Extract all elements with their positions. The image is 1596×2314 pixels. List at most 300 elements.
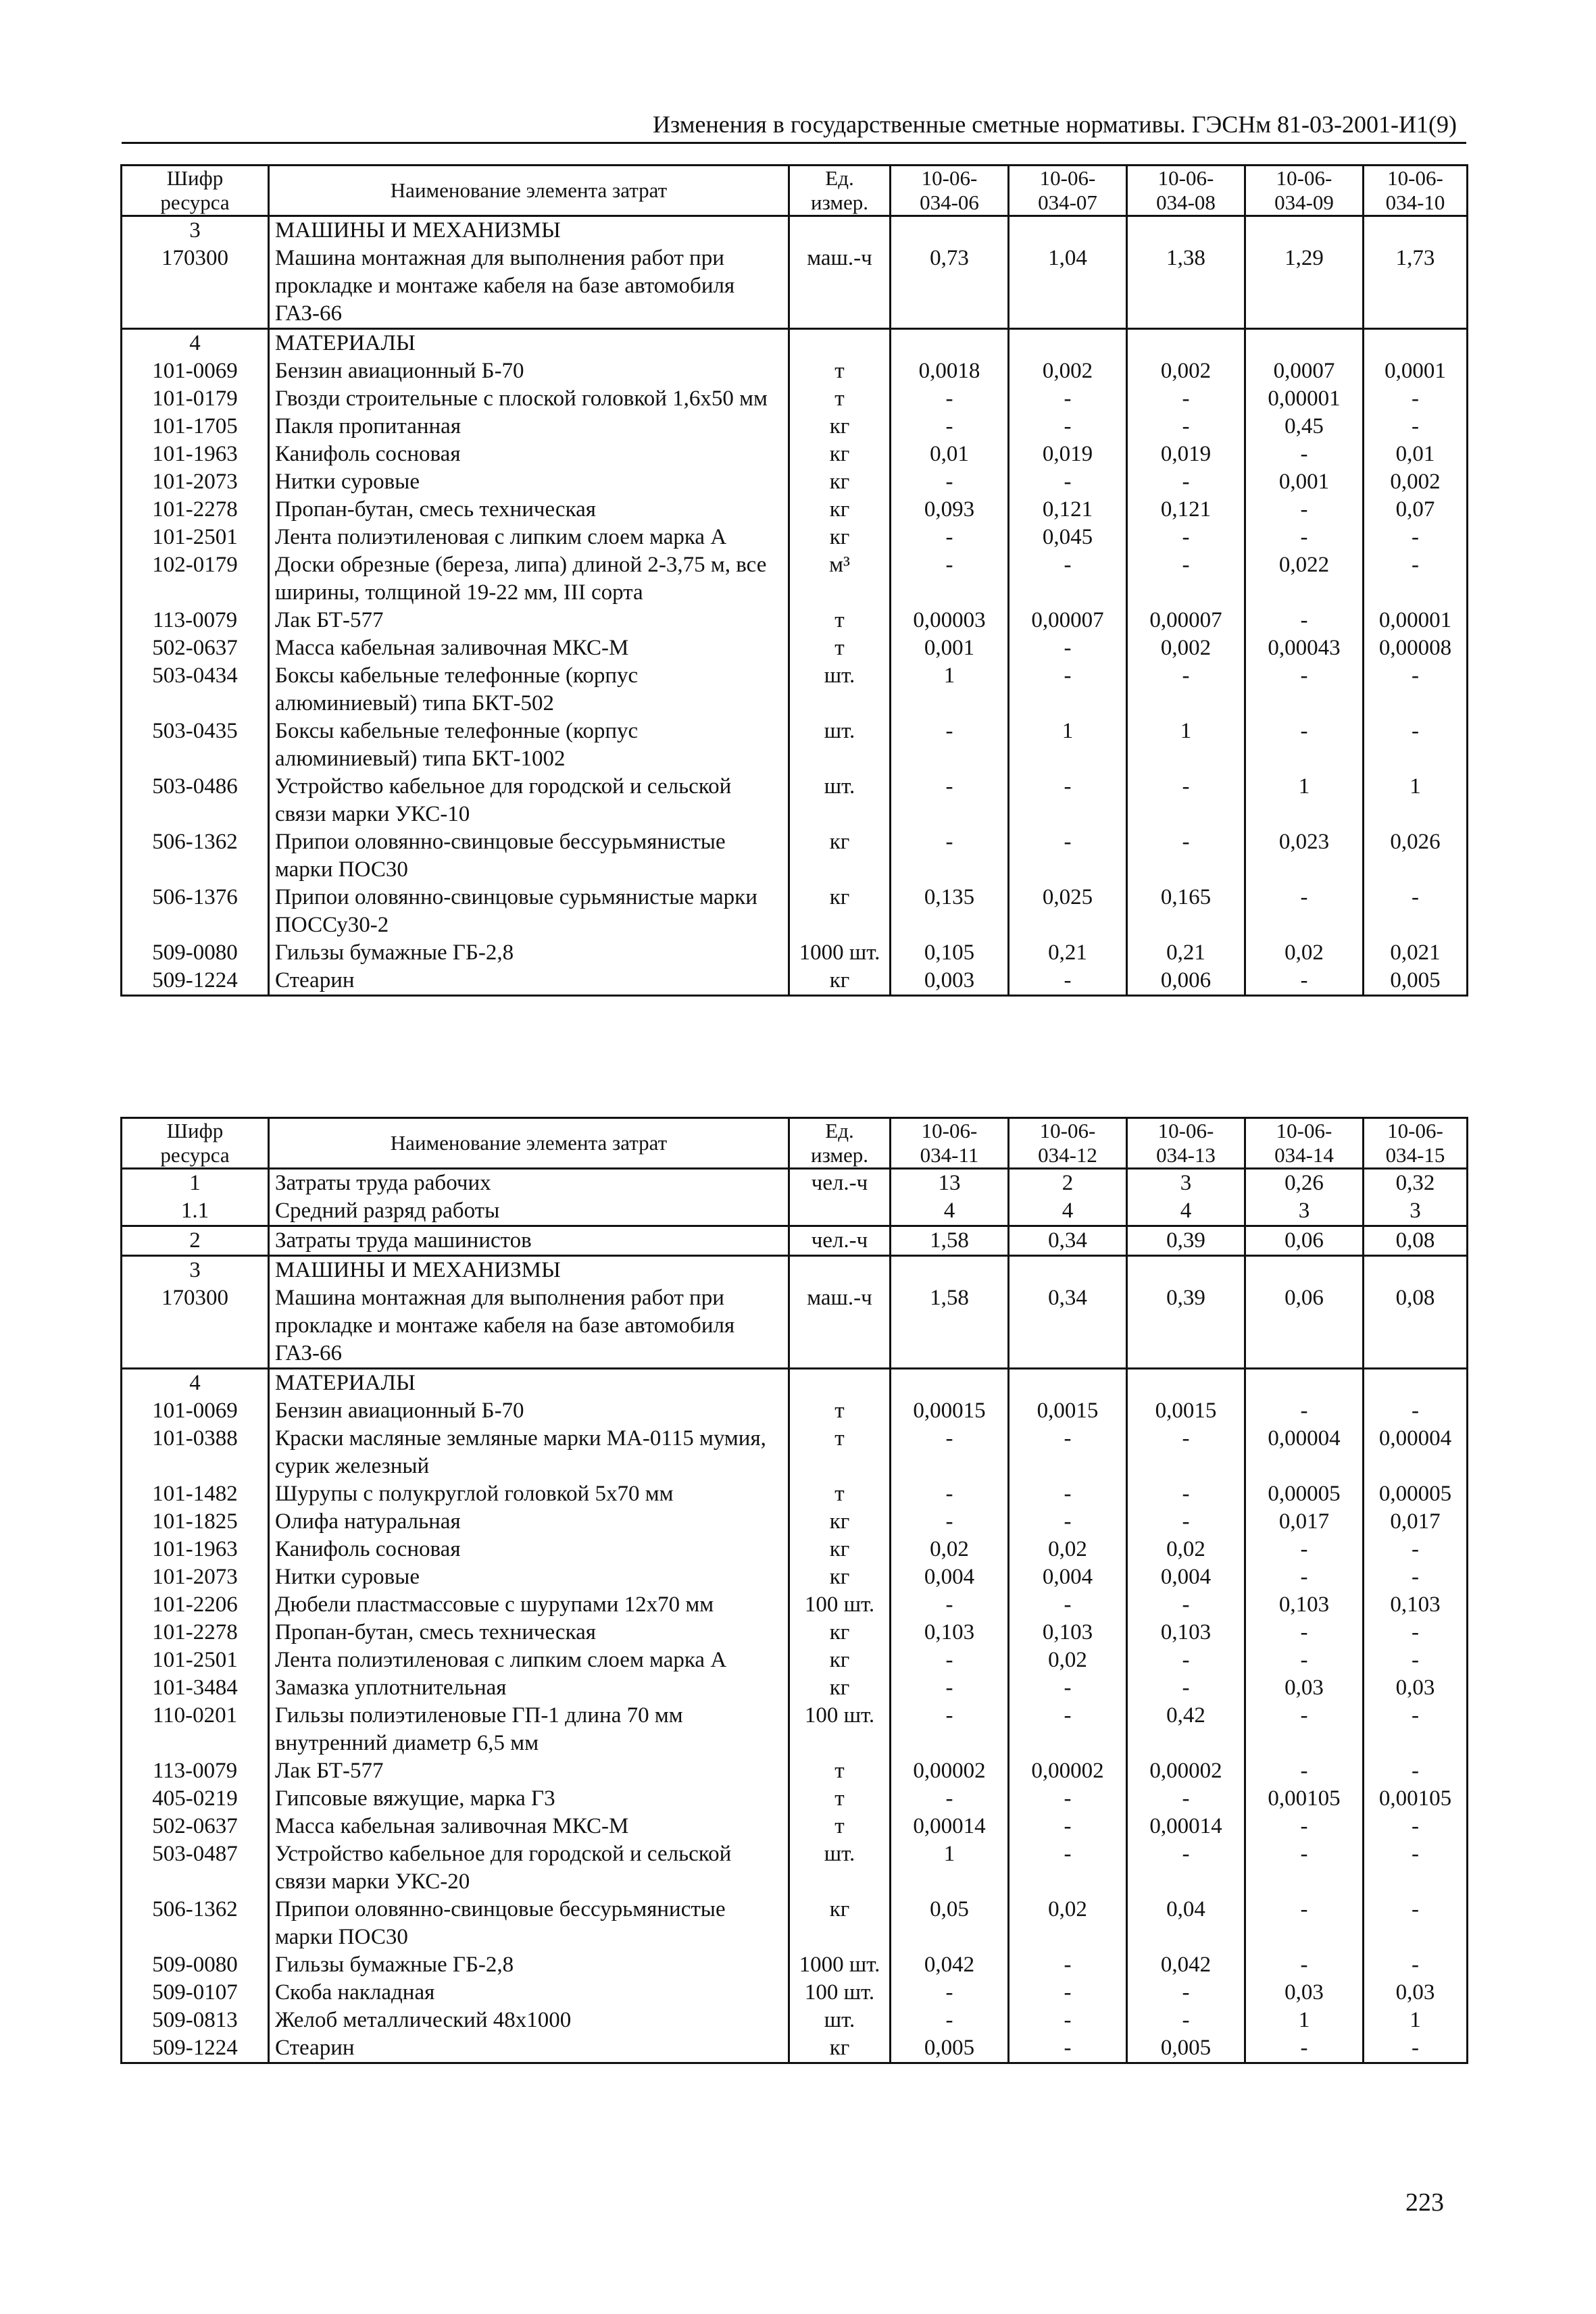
resource-name: Гвозди строительные с плоской головкой 1,6х50 мм bbox=[269, 385, 789, 413]
value-cell bbox=[1364, 329, 1468, 358]
value-cell: 0,005 bbox=[891, 2034, 1009, 2063]
resource-code: 170300 bbox=[122, 245, 269, 329]
resource-name: Стеарин bbox=[269, 2034, 789, 2063]
unit-cell: кг bbox=[789, 468, 891, 496]
resource-code: 503-0434 bbox=[122, 662, 269, 718]
value-cell: 4 bbox=[1127, 1197, 1245, 1226]
value-cell: 0,001 bbox=[891, 634, 1009, 662]
value-cell: - bbox=[1364, 524, 1468, 551]
table-row bbox=[122, 1591, 1468, 1619]
unit-cell bbox=[789, 329, 891, 358]
resource-code: 405-0219 bbox=[122, 1785, 269, 1813]
value-cell: 4 bbox=[891, 1197, 1009, 1226]
unit-cell: 1000 шт. bbox=[789, 939, 891, 967]
table-row bbox=[122, 1619, 1468, 1646]
table-row bbox=[122, 524, 1468, 551]
resource-code: 101-1963 bbox=[122, 1536, 269, 1563]
resource-name: Боксы кабельные телефонные (корпус алюминиевый) типа БКТ-1002 bbox=[269, 718, 789, 773]
table-row bbox=[122, 1284, 1468, 1369]
value-cell: - bbox=[1245, 1536, 1364, 1563]
unit-cell: кг bbox=[789, 828, 891, 884]
resource-code: 102-0179 bbox=[122, 551, 269, 607]
value-cell: - bbox=[1127, 773, 1245, 828]
resource-name: Средний разряд работы bbox=[269, 1197, 789, 1226]
table-row bbox=[122, 1646, 1468, 1674]
resource-code: 2 bbox=[122, 1226, 269, 1256]
table-header-row bbox=[122, 166, 1468, 216]
value-cell: 0,042 bbox=[891, 1951, 1009, 1979]
value-cell: - bbox=[891, 1785, 1009, 1813]
value-cell bbox=[891, 216, 1009, 245]
unit-cell: 1000 шт. bbox=[789, 1951, 891, 1979]
value-cell: 0,42 bbox=[1127, 1702, 1245, 1757]
value-cell: - bbox=[891, 385, 1009, 413]
unit-cell: т bbox=[789, 1757, 891, 1785]
value-cell: 0,004 bbox=[891, 1563, 1009, 1591]
table-row bbox=[122, 1813, 1468, 1840]
value-cell: - bbox=[1245, 1813, 1364, 1840]
value-cell bbox=[1009, 1256, 1127, 1285]
value-cell: 0,103 bbox=[1009, 1619, 1127, 1646]
table-row bbox=[122, 662, 1468, 718]
resource-name: Припои оловянно-свинцовые бессурьмянистые марки ПОС30 bbox=[269, 1896, 789, 1951]
resource-code: 101-1482 bbox=[122, 1480, 269, 1508]
value-cell: 4 bbox=[1009, 1197, 1127, 1226]
unit-cell: кг bbox=[789, 2034, 891, 2063]
value-cell: - bbox=[1364, 1619, 1468, 1646]
resource-code: 101-0069 bbox=[122, 1397, 269, 1425]
resource-code: 113-0079 bbox=[122, 1757, 269, 1785]
value-cell: 0,02 bbox=[891, 1536, 1009, 1563]
unit-cell: кг bbox=[789, 496, 891, 524]
value-cell bbox=[1245, 329, 1364, 358]
table-row bbox=[122, 773, 1468, 828]
value-cell bbox=[1009, 329, 1127, 358]
table-row bbox=[122, 1702, 1468, 1757]
value-cell: 0,00002 bbox=[1009, 1757, 1127, 1785]
value-cell: 0,135 bbox=[891, 884, 1009, 939]
value-cell bbox=[1364, 1256, 1468, 1285]
resource-code: 502-0637 bbox=[122, 1813, 269, 1840]
value-cell: - bbox=[1127, 1508, 1245, 1536]
value-cell: - bbox=[891, 1425, 1009, 1480]
resource-code: 1 bbox=[122, 1169, 269, 1198]
resource-code: 101-2073 bbox=[122, 1563, 269, 1591]
resource-name: МАШИНЫ И МЕХАНИЗМЫ bbox=[269, 1256, 789, 1285]
value-cell: 0,103 bbox=[1364, 1591, 1468, 1619]
resource-name: Устройство кабельное для городской и сельской связи марки УКС-20 bbox=[269, 1840, 789, 1896]
value-cell: 1 bbox=[1245, 2007, 1364, 2034]
value-cell: 0,121 bbox=[1127, 496, 1245, 524]
unit-cell: т bbox=[789, 1813, 891, 1840]
value-cell: 0,03 bbox=[1364, 1979, 1468, 2007]
value-cell: - bbox=[1245, 1619, 1364, 1646]
value-cell: - bbox=[891, 551, 1009, 607]
value-cell: - bbox=[1127, 413, 1245, 441]
value-cell: - bbox=[1364, 385, 1468, 413]
value-cell: - bbox=[1364, 1896, 1468, 1951]
value-cell: - bbox=[1364, 1563, 1468, 1591]
value-cell: - bbox=[1364, 413, 1468, 441]
value-cell: 0,00005 bbox=[1364, 1480, 1468, 1508]
section-row bbox=[122, 216, 1468, 245]
resource-name: Гильзы бумажные ГБ-2,8 bbox=[269, 939, 789, 967]
unit-cell: кг bbox=[789, 413, 891, 441]
value-cell: - bbox=[1127, 662, 1245, 718]
value-cell: 0,00014 bbox=[1127, 1813, 1245, 1840]
value-cell: 0,019 bbox=[1009, 441, 1127, 468]
resource-name: Лак БТ-577 bbox=[269, 607, 789, 634]
value-cell: 0,00105 bbox=[1364, 1785, 1468, 1813]
unit-cell: кг bbox=[789, 967, 891, 996]
resource-name: Затраты труда рабочих bbox=[269, 1169, 789, 1198]
table-row bbox=[122, 551, 1468, 607]
resource-code: 503-0486 bbox=[122, 773, 269, 828]
value-cell: - bbox=[1245, 1896, 1364, 1951]
value-cell: 0,02 bbox=[1009, 1646, 1127, 1674]
value-cell: - bbox=[1245, 1563, 1364, 1591]
unit-cell: шт. bbox=[789, 773, 891, 828]
table-header-row bbox=[122, 1118, 1468, 1169]
value-cell: - bbox=[1245, 884, 1364, 939]
value-cell: 1 bbox=[891, 1840, 1009, 1896]
resource-name: Канифоль сосновая bbox=[269, 1536, 789, 1563]
value-cell: - bbox=[1127, 551, 1245, 607]
value-cell: - bbox=[1364, 718, 1468, 773]
value-cell: 0,03 bbox=[1364, 1674, 1468, 1702]
value-cell: 0,00105 bbox=[1245, 1785, 1364, 1813]
resource-name: МАТЕРИАЛЫ bbox=[269, 1369, 789, 1398]
value-cell: 1,38 bbox=[1127, 245, 1245, 329]
unit-cell: кг bbox=[789, 1619, 891, 1646]
value-cell: - bbox=[1127, 1646, 1245, 1674]
table-row bbox=[122, 441, 1468, 468]
value-cell: 1 bbox=[1364, 773, 1468, 828]
resource-code: 4 bbox=[122, 329, 269, 358]
table-row bbox=[122, 468, 1468, 496]
resource-name: Боксы кабельные телефонные (корпус алюминиевый) типа БКТ-502 bbox=[269, 662, 789, 718]
section-row bbox=[122, 329, 1468, 358]
value-cell: 0,019 bbox=[1127, 441, 1245, 468]
value-cell: 1,73 bbox=[1364, 245, 1468, 329]
resource-code: 101-2278 bbox=[122, 1619, 269, 1646]
resource-name: Шурупы с полукруглой головкой 5х70 мм bbox=[269, 1480, 789, 1508]
value-cell: - bbox=[1127, 828, 1245, 884]
resource-code: 101-1963 bbox=[122, 441, 269, 468]
unit-cell: шт. bbox=[789, 2007, 891, 2034]
value-cell: 0,39 bbox=[1127, 1284, 1245, 1369]
table-row bbox=[122, 634, 1468, 662]
resource-code: 503-0435 bbox=[122, 718, 269, 773]
resource-name: Бензин авиационный Б-70 bbox=[269, 1397, 789, 1425]
resource-code: 4 bbox=[122, 1369, 269, 1398]
table-row bbox=[122, 939, 1468, 967]
value-cell: - bbox=[891, 1480, 1009, 1508]
resource-code: 509-0080 bbox=[122, 1951, 269, 1979]
resource-name: Лента полиэтиленовая с липким слоем марка А bbox=[269, 524, 789, 551]
value-cell: - bbox=[1245, 1840, 1364, 1896]
value-cell: 1,58 bbox=[891, 1226, 1009, 1256]
resource-code: 101-1825 bbox=[122, 1508, 269, 1536]
header-col-4: 10-06- 034-09 bbox=[1245, 166, 1364, 216]
section-row bbox=[122, 1256, 1468, 1285]
value-cell: - bbox=[1127, 1840, 1245, 1896]
unit-cell: кг bbox=[789, 1674, 891, 1702]
resource-name: Припои оловянно-свинцовые бессурьмянистые марки ПОС30 bbox=[269, 828, 789, 884]
resource-name: Устройство кабельное для городской и сельской связи марки УКС-10 bbox=[269, 773, 789, 828]
value-cell: - bbox=[1009, 1702, 1127, 1757]
table-row bbox=[122, 1674, 1468, 1702]
resource-name: Доски обрезные (береза, липа) длиной 2-3,75 м, все ширины, толщиной 19-22 мм, III сорта bbox=[269, 551, 789, 607]
value-cell: - bbox=[1009, 967, 1127, 996]
resource-code: 509-0080 bbox=[122, 939, 269, 967]
value-cell: - bbox=[1009, 1840, 1127, 1896]
header-unit: Ед. измер. bbox=[789, 1118, 891, 1169]
value-cell: - bbox=[1009, 828, 1127, 884]
value-cell: 1 bbox=[1364, 2007, 1468, 2034]
value-cell: 0,005 bbox=[1364, 967, 1468, 996]
value-cell: - bbox=[891, 1508, 1009, 1536]
table-row bbox=[122, 1840, 1468, 1896]
resource-name: Пропан-бутан, смесь техническая bbox=[269, 1619, 789, 1646]
table-row bbox=[122, 1951, 1468, 1979]
value-cell: 0,103 bbox=[891, 1619, 1009, 1646]
value-cell: 0,00007 bbox=[1009, 607, 1127, 634]
unit-cell: кг bbox=[789, 1536, 891, 1563]
value-cell: - bbox=[1245, 2034, 1364, 2063]
value-cell: - bbox=[891, 718, 1009, 773]
value-cell: - bbox=[1127, 1674, 1245, 1702]
value-cell: - bbox=[1127, 524, 1245, 551]
value-cell: - bbox=[891, 2007, 1009, 2034]
table-row bbox=[122, 357, 1468, 385]
table-row bbox=[122, 496, 1468, 524]
value-cell: 0,00003 bbox=[891, 607, 1009, 634]
value-cell: 0,34 bbox=[1009, 1284, 1127, 1369]
value-cell: 0,042 bbox=[1127, 1951, 1245, 1979]
unit-cell: т bbox=[789, 1425, 891, 1480]
value-cell: 0,05 bbox=[891, 1896, 1009, 1951]
header-col-3: 10-06- 034-08 bbox=[1127, 166, 1245, 216]
value-cell: 0,39 bbox=[1127, 1226, 1245, 1256]
table-body-1 bbox=[122, 216, 1468, 996]
header-name: Наименование элемента затрат bbox=[269, 1118, 789, 1169]
value-cell: 0,00007 bbox=[1127, 607, 1245, 634]
value-cell: 1 bbox=[1245, 773, 1364, 828]
value-cell: 3 bbox=[1364, 1197, 1468, 1226]
unit-cell: т bbox=[789, 1397, 891, 1425]
value-cell: 0,01 bbox=[891, 441, 1009, 468]
value-cell: 0,07 bbox=[1364, 496, 1468, 524]
value-cell: 0,002 bbox=[1127, 357, 1245, 385]
header-code: Шифр ресурса bbox=[122, 1118, 269, 1169]
resource-code: 101-2278 bbox=[122, 496, 269, 524]
resource-code: 509-1224 bbox=[122, 2034, 269, 2063]
resource-table-2 bbox=[120, 1117, 1468, 2064]
document-title: Изменения в государственные сметные нормативы. ГЭСНм 81-03-2001-И1(9) bbox=[653, 111, 1457, 138]
value-cell: 0,04 bbox=[1127, 1896, 1245, 1951]
unit-cell: кг bbox=[789, 1563, 891, 1591]
resource-table-1 bbox=[120, 164, 1468, 997]
value-cell: 0,121 bbox=[1009, 496, 1127, 524]
value-cell: - bbox=[1245, 524, 1364, 551]
section-row bbox=[122, 1169, 1468, 1198]
value-cell bbox=[1245, 216, 1364, 245]
value-cell: 0,045 bbox=[1009, 524, 1127, 551]
unit-cell bbox=[789, 216, 891, 245]
page-header bbox=[122, 108, 1466, 144]
table-row bbox=[122, 607, 1468, 634]
value-cell: 0,21 bbox=[1127, 939, 1245, 967]
unit-cell: т bbox=[789, 1480, 891, 1508]
resource-code: 509-0107 bbox=[122, 1979, 269, 2007]
value-cell bbox=[1245, 1256, 1364, 1285]
resource-name: Машина монтажная для выполнения работ при прокладке и монтаже кабеля на базе автомобиля ГАЗ-66 bbox=[269, 1284, 789, 1369]
resource-name: Дюбели пластмассовые с шурупами 12х70 мм bbox=[269, 1591, 789, 1619]
value-cell: 0,02 bbox=[1009, 1896, 1127, 1951]
value-cell bbox=[891, 329, 1009, 358]
header-code: Шифр ресурса bbox=[122, 166, 269, 216]
value-cell: - bbox=[1245, 1646, 1364, 1674]
value-cell: 0,02 bbox=[1127, 1536, 1245, 1563]
unit-cell: шт. bbox=[789, 1840, 891, 1896]
value-cell: 0,02 bbox=[1245, 939, 1364, 967]
resource-code: 509-1224 bbox=[122, 967, 269, 996]
unit-cell bbox=[789, 1197, 891, 1226]
value-cell: 3 bbox=[1127, 1169, 1245, 1198]
unit-cell: кг bbox=[789, 1896, 891, 1951]
unit-cell: т bbox=[789, 1785, 891, 1813]
resource-code: 101-2073 bbox=[122, 468, 269, 496]
value-cell: 0,006 bbox=[1127, 967, 1245, 996]
value-cell: 0,0015 bbox=[1009, 1397, 1127, 1425]
value-cell: - bbox=[1245, 496, 1364, 524]
resource-code: 509-0813 bbox=[122, 2007, 269, 2034]
value-cell: - bbox=[1009, 385, 1127, 413]
value-cell: - bbox=[1127, 1425, 1245, 1480]
header-col-1: 10-06- 034-06 bbox=[891, 166, 1009, 216]
value-cell: 0,022 bbox=[1245, 551, 1364, 607]
resource-name: Припои оловянно-свинцовые сурьмянистые марки ПОССу30-2 bbox=[269, 884, 789, 939]
value-cell: - bbox=[1009, 1480, 1127, 1508]
value-cell: 0,00008 bbox=[1364, 634, 1468, 662]
resource-code: 101-3484 bbox=[122, 1674, 269, 1702]
value-cell bbox=[1127, 1369, 1245, 1398]
value-cell: - bbox=[1245, 441, 1364, 468]
resource-code: 110-0201 bbox=[122, 1702, 269, 1757]
resource-code: 1.1 bbox=[122, 1197, 269, 1226]
resource-name: Бензин авиационный Б-70 bbox=[269, 357, 789, 385]
value-cell: - bbox=[1127, 1591, 1245, 1619]
value-cell: - bbox=[1009, 1785, 1127, 1813]
resource-name: Нитки суровые bbox=[269, 1563, 789, 1591]
table-row bbox=[122, 1397, 1468, 1425]
value-cell: - bbox=[1127, 1979, 1245, 2007]
value-cell: - bbox=[1364, 1813, 1468, 1840]
resource-name: Машина монтажная для выполнения работ при прокладке и монтаже кабеля на базе автомобиля ГАЗ-66 bbox=[269, 245, 789, 329]
value-cell: 0,023 bbox=[1245, 828, 1364, 884]
value-cell: 0,103 bbox=[1127, 1619, 1245, 1646]
resource-name: Масса кабельная заливочная МКС-М bbox=[269, 634, 789, 662]
value-cell: 0,00043 bbox=[1245, 634, 1364, 662]
table-row bbox=[122, 967, 1468, 996]
value-cell: 0,004 bbox=[1127, 1563, 1245, 1591]
value-cell: 1,58 bbox=[891, 1284, 1009, 1369]
section-row bbox=[122, 1226, 1468, 1256]
value-cell: - bbox=[1009, 1674, 1127, 1702]
value-cell: 0,00002 bbox=[891, 1757, 1009, 1785]
value-cell: - bbox=[1009, 1425, 1127, 1480]
value-cell: - bbox=[1245, 662, 1364, 718]
resource-code: 101-2206 bbox=[122, 1591, 269, 1619]
resource-name: Лак БТ-577 bbox=[269, 1757, 789, 1785]
resource-name: Гильзы полиэтиленовые ГП-1 длина 70 мм внутренний диаметр 6,5 мм bbox=[269, 1702, 789, 1757]
resource-name: Канифоль сосновая bbox=[269, 441, 789, 468]
unit-cell: т bbox=[789, 634, 891, 662]
value-cell: 0,08 bbox=[1364, 1226, 1468, 1256]
resource-name: Пакля пропитанная bbox=[269, 413, 789, 441]
header-col-2: 10-06- 034-12 bbox=[1009, 1118, 1127, 1169]
table-row bbox=[122, 2007, 1468, 2034]
resource-name: Замазка уплотнительная bbox=[269, 1674, 789, 1702]
value-cell: - bbox=[1009, 1979, 1127, 2007]
resource-name: Масса кабельная заливочная МКС-М bbox=[269, 1813, 789, 1840]
value-cell: - bbox=[1364, 662, 1468, 718]
value-cell: - bbox=[1245, 1397, 1364, 1425]
resource-code: 3 bbox=[122, 1256, 269, 1285]
resource-name: Стеарин bbox=[269, 967, 789, 996]
header-col-3: 10-06- 034-13 bbox=[1127, 1118, 1245, 1169]
resource-code: 101-0069 bbox=[122, 357, 269, 385]
resource-name: Пропан-бутан, смесь техническая bbox=[269, 496, 789, 524]
unit-cell: т bbox=[789, 607, 891, 634]
value-cell: 1,29 bbox=[1245, 245, 1364, 329]
unit-cell: кг bbox=[789, 884, 891, 939]
value-cell: 0,73 bbox=[891, 245, 1009, 329]
resource-code: 506-1376 bbox=[122, 884, 269, 939]
value-cell: - bbox=[1245, 1951, 1364, 1979]
value-cell: - bbox=[1009, 634, 1127, 662]
value-cell: 13 bbox=[891, 1169, 1009, 1198]
resource-code: 503-0487 bbox=[122, 1840, 269, 1896]
value-cell: - bbox=[1009, 468, 1127, 496]
value-cell: 0,017 bbox=[1364, 1508, 1468, 1536]
unit-cell: кг bbox=[789, 524, 891, 551]
unit-cell: 100 шт. bbox=[789, 1591, 891, 1619]
value-cell: - bbox=[1009, 1813, 1127, 1840]
header-unit: Ед. измер. bbox=[789, 166, 891, 216]
unit-cell: т bbox=[789, 357, 891, 385]
table-row bbox=[122, 2034, 1468, 2063]
value-cell: - bbox=[891, 524, 1009, 551]
value-cell: - bbox=[1364, 884, 1468, 939]
value-cell: - bbox=[1364, 551, 1468, 607]
value-cell: 0,017 bbox=[1245, 1508, 1364, 1536]
value-cell: - bbox=[891, 1646, 1009, 1674]
section-row bbox=[122, 1369, 1468, 1398]
header-col-2: 10-06- 034-07 bbox=[1009, 166, 1127, 216]
value-cell: 0,103 bbox=[1245, 1591, 1364, 1619]
value-cell: - bbox=[891, 468, 1009, 496]
value-cell: - bbox=[1364, 1536, 1468, 1563]
table-row bbox=[122, 1896, 1468, 1951]
value-cell: - bbox=[1245, 718, 1364, 773]
resource-code: 170300 bbox=[122, 1284, 269, 1369]
value-cell bbox=[1009, 1369, 1127, 1398]
table-row bbox=[122, 1785, 1468, 1813]
value-cell: 0,00015 bbox=[891, 1397, 1009, 1425]
unit-cell: шт. bbox=[789, 662, 891, 718]
